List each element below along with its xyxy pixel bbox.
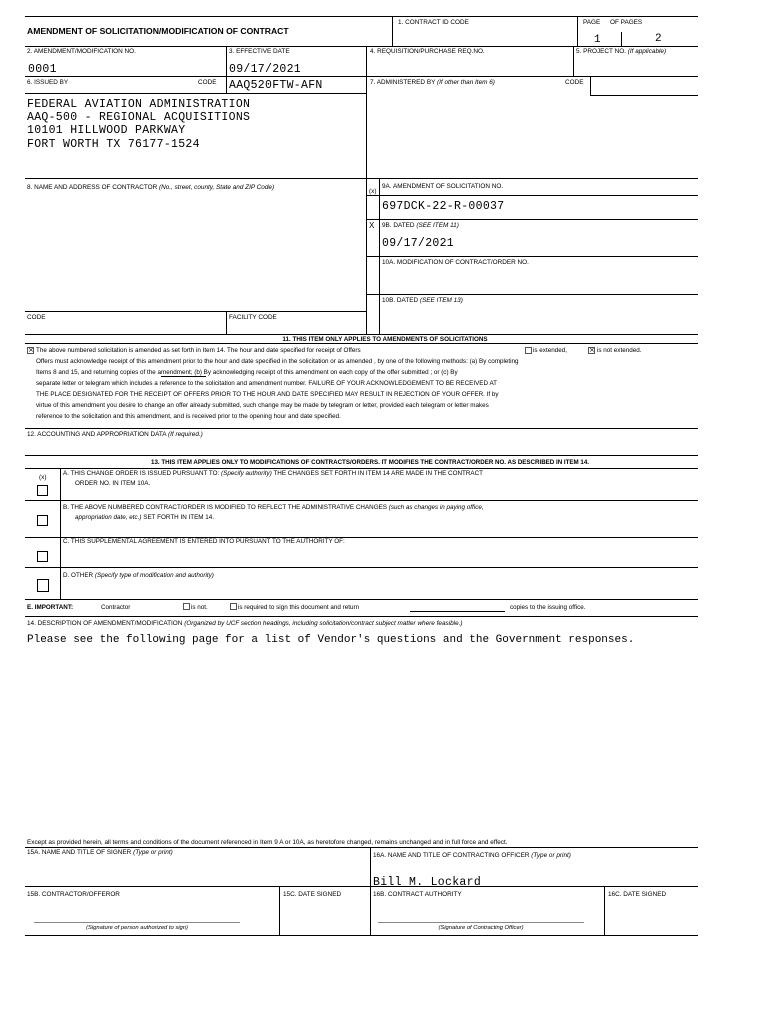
item13a-text: ORDER NO. IN ITEM 10A.	[75, 480, 151, 487]
item13-x-label: (x)	[39, 474, 47, 481]
item6-label: 6. ISSUED BY	[27, 79, 69, 86]
item13b-text: appropriation date, etc.) SET FORTH IN ITEM 14.	[75, 514, 215, 521]
item13a-checkbox[interactable]	[37, 485, 48, 496]
officer-signature-caption: (Signature of Contracting Officer)	[438, 925, 524, 931]
item10b-label: 10B. DATED (SEE ITEM 13)	[382, 297, 463, 304]
item9b-x-mark: X	[369, 221, 375, 230]
item10a-label: 10A. MODIFICATION OF CONTRACT/ORDER NO.	[382, 259, 529, 266]
is-not-extended-label: is not extended.	[597, 347, 642, 354]
form-title: AMENDMENT OF SOLICITATION/MODIFICATION OF CONTRACT	[27, 26, 289, 36]
item9a-label: 9A. AMENDMENT OF SOLICITATION NO.	[382, 183, 504, 190]
item13c-checkbox[interactable]	[37, 551, 48, 562]
important-label: E. IMPORTANT:	[27, 604, 74, 611]
important-contractor: Contractor	[101, 604, 131, 611]
solicitation-number: 697DCK-22-R-00037	[382, 200, 505, 213]
issued-by-code: AAQ520FTW-AFN	[229, 79, 323, 92]
item13b-text: B. THE ABOVE NUMBERED CONTRACT/ORDER IS MODIFIED TO REFLECT THE ADMINISTRATIVE CHANGES (such as changes in paying office,	[63, 504, 484, 511]
item12-label: 12. ACCOUNTING AND APPROPRIATION DATA (If required.)	[27, 431, 203, 438]
contractor-signature-caption: (Signature of person authorized to sign)	[86, 925, 188, 931]
item15c-label: 15C. DATE SIGNED	[283, 891, 342, 898]
item13-heading: 13. THIS ITEM APPLIES ONLY TO MODIFICATIONS OF CONTRACTS/ORDERS. IT MODIFIES THE CONTRACT/ORDER NO. AS DESCRIBED IN ITEM 14.	[151, 459, 589, 466]
item3-label: 3. EFFECTIVE DATE	[229, 48, 290, 55]
is-not-extended-checkbox[interactable]: ×	[589, 346, 595, 354]
address-line: FEDERAL AVIATION ADMINISTRATION	[27, 98, 251, 111]
of-pages-label: OF PAGES	[610, 19, 643, 26]
item11-text: THE PLACE DESIGNATED FOR THE RECEIPT OF OFFERS PRIOR TO THE HOUR AND DATE SPECIFIED MAY RESULT IN REJECTION OF YOUR OFFER. If by	[36, 391, 499, 398]
item6-code-label: CODE	[198, 79, 217, 86]
item15b-label: 15B. CONTRACTOR/OFFEROR	[27, 891, 120, 898]
item16b-label: 16B. CONTRACT AUTHORITY	[373, 891, 462, 898]
item8-label: 8. NAME AND ADDRESS OF CONTRACTOR (No., street, county, State and ZIP Code)	[27, 184, 275, 191]
item7-code-label: CODE	[565, 79, 584, 86]
facility-code-label: FACILITY CODE	[229, 314, 277, 321]
item11-text: virtue of this amendment you desire to change an offer already submitted, such change may be made by telegram or letter, provided each telegram or letter makes	[36, 402, 489, 409]
item14-label: 14. DESCRIPTION OF AMENDMENT/MODIFICATION (Organized by UCF section headings, including solicitation/contract subject matter where feasible.)	[27, 620, 463, 627]
is-extended-label: is extended,	[533, 347, 567, 354]
item11-line1: The above numbered solicitation is amended as set forth in Item 14. The hour and date specified for receipt of Offers	[36, 347, 361, 354]
item11-heading: 11. THIS ITEM ONLY APPLIES TO AMENDMENTS OF SOLICITATIONS	[282, 336, 488, 343]
amendment-number: 0001	[28, 63, 57, 76]
item9-x-label: (x)	[369, 188, 377, 195]
item5-label: 5. PROJECT NO. (If applicable)	[576, 48, 667, 55]
contractor-code-label: CODE	[27, 314, 46, 321]
item9b-label: 9B. DATED (SEE ITEM 11)	[382, 222, 459, 229]
contract-id-label: 1. CONTRACT ID CODE	[398, 19, 469, 26]
item13a-text: A. THIS CHANGE ORDER IS ISSUED PURSUANT TO: (Specify authority) THE CHANGES SET FORTH IN ITEM 14 ARE MADE IN THE CONTRACT	[63, 470, 484, 477]
is-extended-checkbox[interactable]	[525, 347, 532, 354]
total-pages: 2	[655, 33, 662, 45]
item13b-checkbox[interactable]	[37, 515, 48, 526]
is-required-label: is required to sign this document and return	[238, 604, 360, 611]
except-text: Except as provided herein, all terms and conditions of the document referenced in Item 9 A or 10A, as heretofore changed, remains unchanged and in full force and effect.	[27, 839, 508, 846]
item4-label: 4. REQUISITION/PURCHASE REQ.NO.	[370, 48, 485, 55]
item11-text: Items 8 and 15, and returning copies of the amendment; (b) By acknowledging receipt of this amendment on each copy of the offer submitted ; or (c) By	[36, 369, 458, 376]
address-line: FORT WORTH TX 76177-1524	[27, 138, 200, 151]
address-line: AAQ-500 - REGIONAL ACQUISITIONS	[27, 111, 251, 124]
copies-label: copies to the issuing office.	[510, 604, 586, 611]
item7-label: 7. ADMINISTERED BY (If other than Item 6)	[370, 79, 495, 86]
page-label: PAGE	[583, 19, 601, 26]
item13d-checkbox[interactable]	[37, 579, 49, 592]
item13c-text: C. THIS SUPPLEMENTAL AGREEMENT IS ENTERED INTO PURSUANT TO THE AUTHORITY OF:	[63, 538, 345, 545]
item16a-label: 16A. NAME AND TITLE OF CONTRACTING OFFICER (Type or print)	[373, 852, 571, 859]
effective-date: 09/17/2021	[229, 63, 302, 76]
item13d-text: D. OTHER (Specify type of modification and authority)	[63, 572, 214, 579]
contracting-officer-name: Bill M. Lockard	[373, 876, 482, 889]
item11-text: separate letter or telegram which includes a reference to the solicitation and amendment number. FAILURE OF YOUR ACKNOWLEDGEMENT TO BE RECEIVED AT	[36, 380, 498, 387]
item16c-label: 16C. DATE SIGNED	[608, 891, 667, 898]
address-line: 10101 HILLWOOD PARKWAY	[27, 124, 186, 137]
item2-label: 2. AMENDMENT/MODIFICATION NO.	[27, 48, 136, 55]
is-required-checkbox[interactable]	[230, 603, 237, 610]
item14-description: Please see the following page for a list of Vendor's questions and the Government responses.	[27, 634, 635, 646]
page-number: 1	[594, 34, 601, 46]
item15a-label: 15A. NAME AND TITLE OF SIGNER (Type or print)	[27, 849, 173, 856]
item11-text: Offers must acknowledge receipt of this amendment prior to the hour and date specified in the solicitation or as amended , by one of the following methods: (a) By completing	[36, 358, 519, 365]
item11-checkbox[interactable]: ×	[28, 346, 34, 354]
solicitation-date: 09/17/2021	[382, 237, 455, 250]
is-not-label: is not.	[191, 604, 208, 611]
item11-text: reference to the solicitation and this amendment, and is received prior to the opening hour and date specified.	[36, 413, 341, 420]
is-not-checkbox[interactable]	[183, 603, 190, 610]
